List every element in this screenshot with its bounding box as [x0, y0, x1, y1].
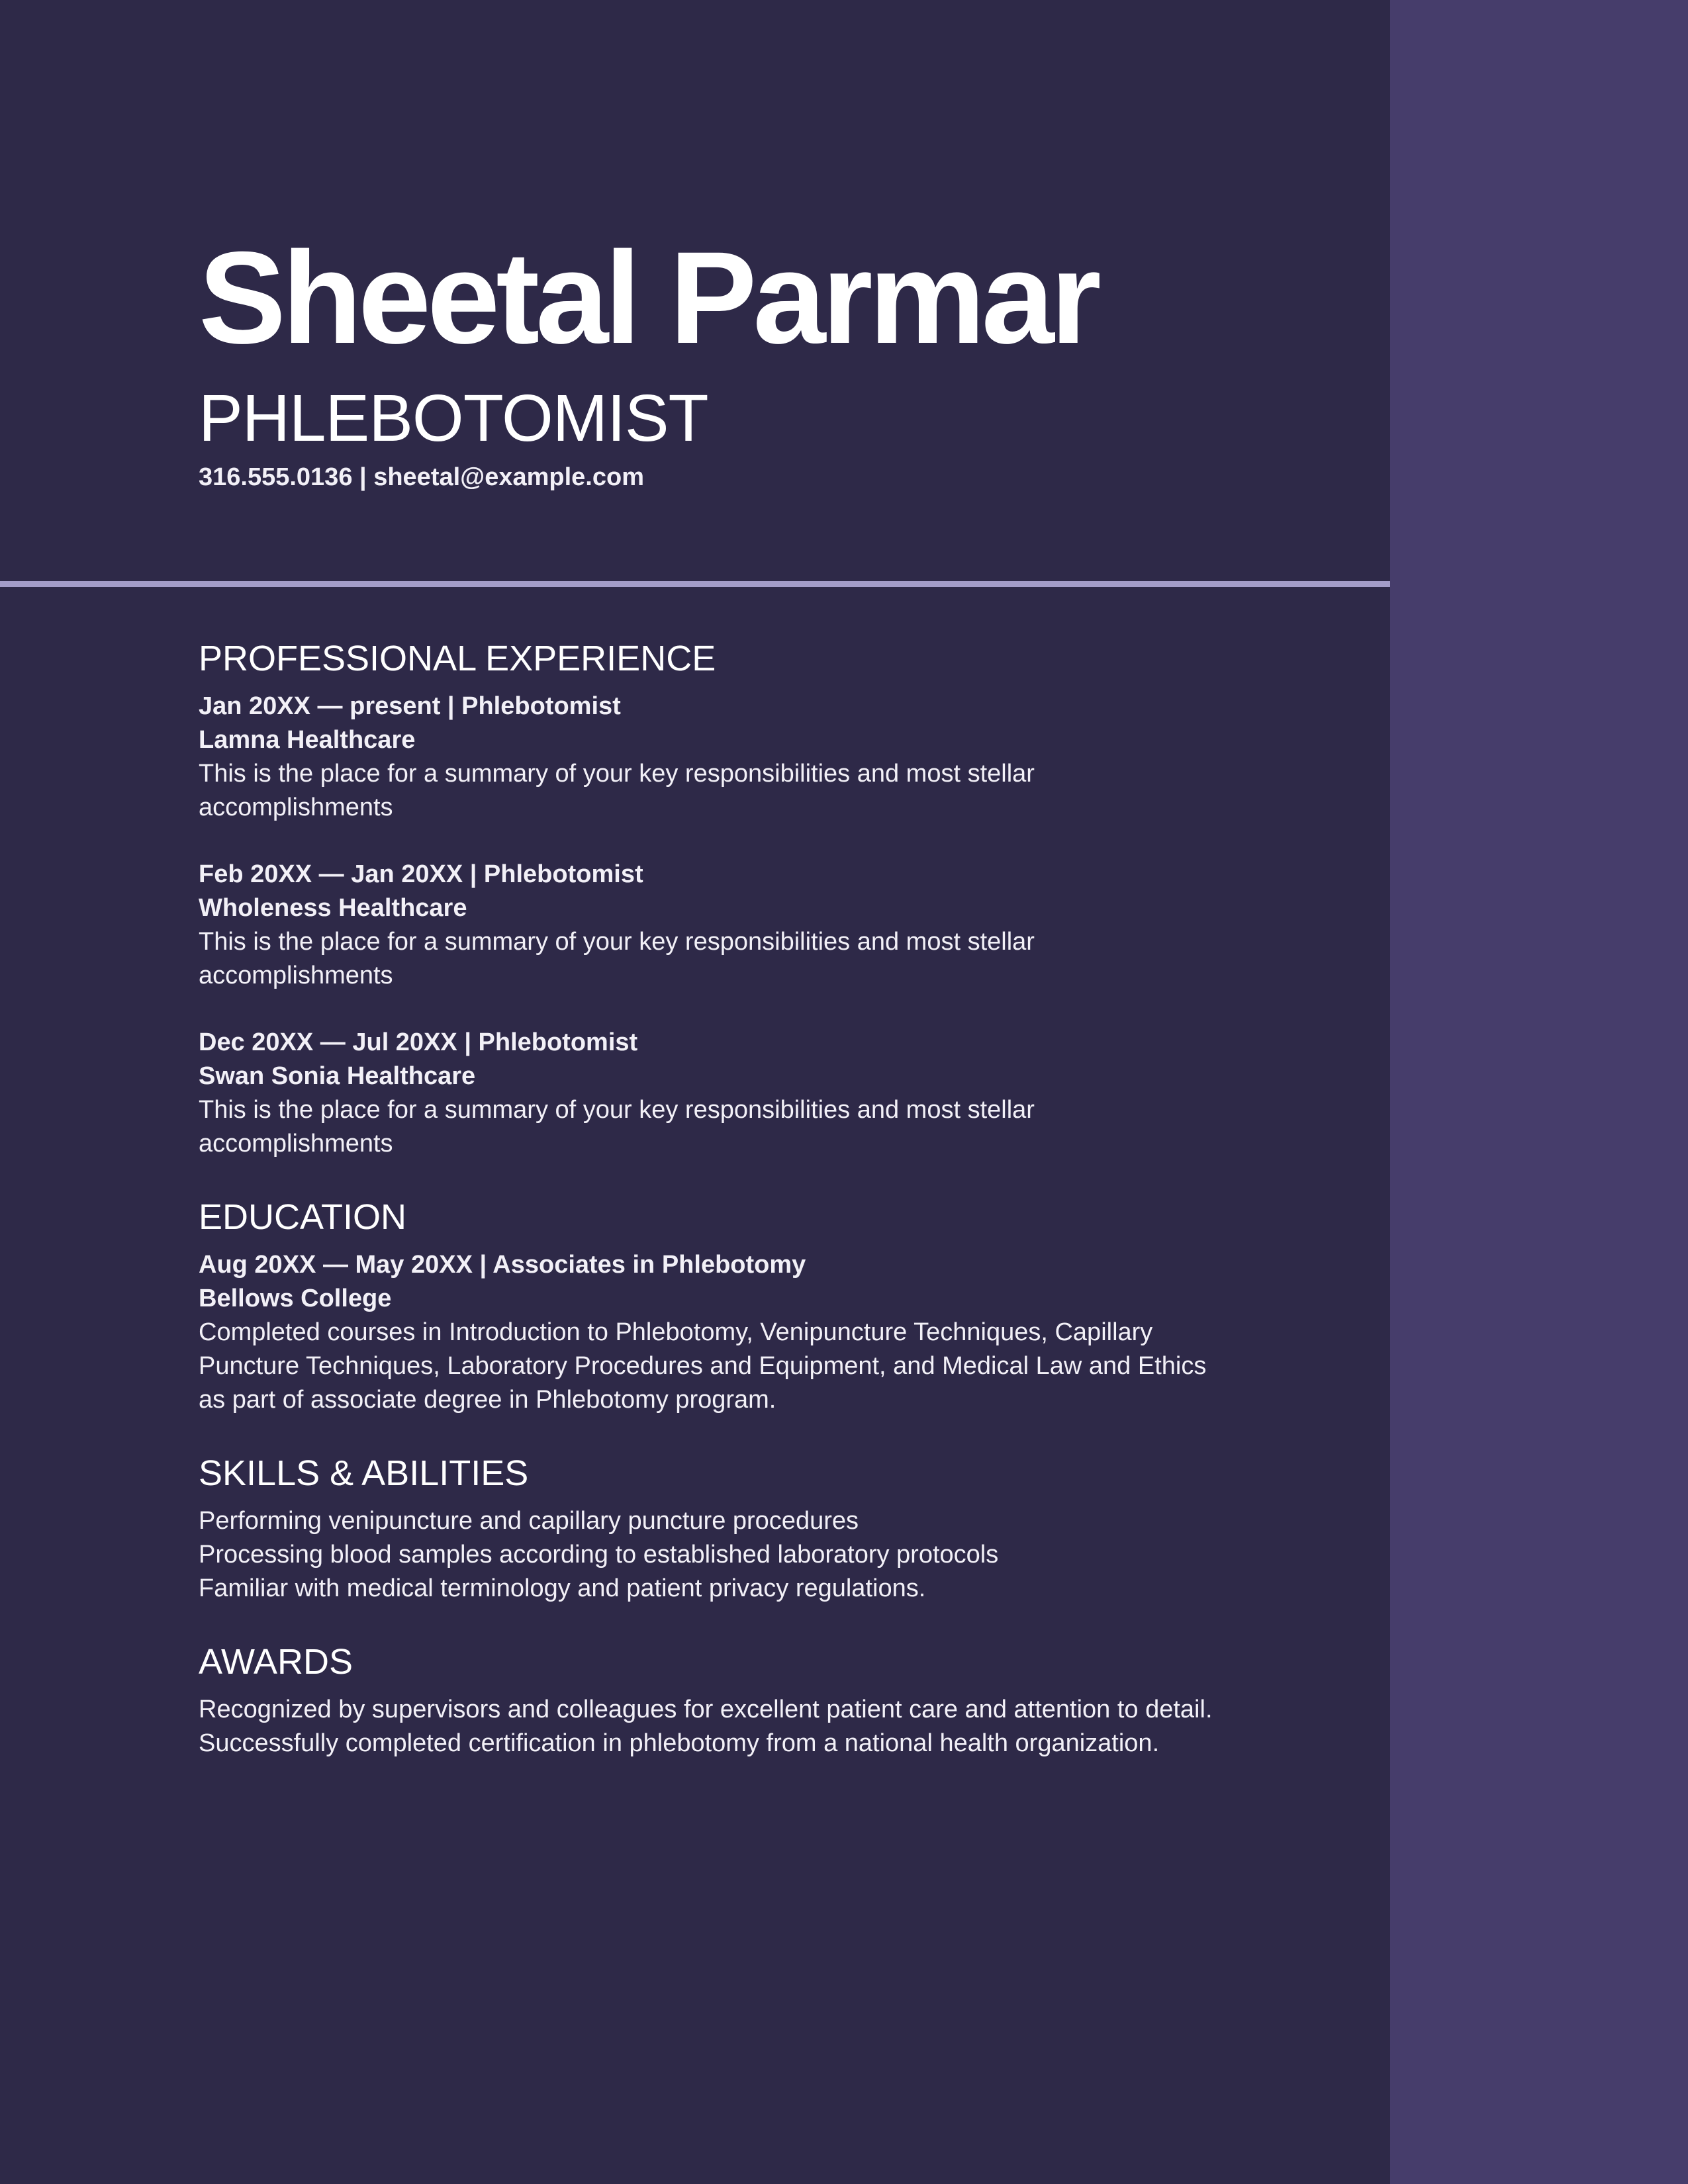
entry-title: Jan 20XX — present | Phlebotomist: [199, 692, 621, 720]
entry-title: Dec 20XX — Jul 20XX | Phlebotomist: [199, 1028, 638, 1056]
experience-entry: [199, 690, 1231, 825]
skill-item: Performing venipuncture and capillary puncture procedures: [199, 1507, 859, 1535]
resume-body: [199, 635, 1231, 1780]
side-panel: [1390, 0, 1688, 2184]
education-entry: [199, 1248, 1231, 1417]
candidate-name: Sheetal Parmar: [199, 224, 1098, 371]
education-heading: EDUCATION: [199, 1197, 407, 1237]
entry-description: This is the place for a summary of your key responsibilities and most stellar accomplishments: [199, 928, 1035, 989]
awards-heading: AWARDS: [199, 1642, 353, 1682]
awards-section: [199, 1639, 1231, 1760]
job-title: PHLEBOTOMIST: [199, 381, 708, 455]
entry-description: This is the place for a summary of your key responsibilities and most stellar accomplishments: [199, 760, 1035, 821]
contact-info: 316.555.0136 | sheetal@example.com: [199, 463, 644, 491]
entry-organization: Lamna Healthcare: [199, 726, 416, 754]
resume-header: [199, 225, 1324, 494]
awards-text: Recognized by supervisors and colleagues for excellent patient care and attention to detail. Successfully completed certification in phlebotomy from a national health organization.: [199, 1696, 1213, 1757]
header-divider: [0, 581, 1390, 587]
experience-entry: [199, 858, 1231, 993]
skills-list: [199, 1504, 1231, 1606]
skill-item: Processing blood samples according to established laboratory protocols: [199, 1541, 999, 1569]
entry-organization: Wholeness Healthcare: [199, 894, 467, 922]
entry-organization: Swan Sonia Healthcare: [199, 1062, 476, 1090]
experience-entry: [199, 1026, 1231, 1161]
experience-heading: PROFESSIONAL EXPERIENCE: [199, 639, 716, 678]
experience-section: [199, 635, 1231, 1161]
education-description: Completed courses in Introduction to Phlebotomy, Venipuncture Techniques, Capillary Puncture Techniques, Laboratory Procedures and Equipment, and Medical Law and Ethics as part of associate degree in Phlebotomy program.: [199, 1318, 1207, 1414]
entry-description: This is the place for a summary of your key responsibilities and most stellar accomplishments: [199, 1096, 1035, 1158]
education-title: Aug 20XX — May 20XX | Associates in Phlebotomy: [199, 1251, 806, 1279]
skills-heading: SKILLS & ABILITIES: [199, 1453, 529, 1493]
education-section: [199, 1194, 1231, 1417]
entry-title: Feb 20XX — Jan 20XX | Phlebotomist: [199, 860, 643, 888]
skill-item: Familiar with medical terminology and patient privacy regulations.: [199, 1574, 926, 1602]
skills-section: [199, 1450, 1231, 1606]
education-school: Bellows College: [199, 1285, 392, 1312]
